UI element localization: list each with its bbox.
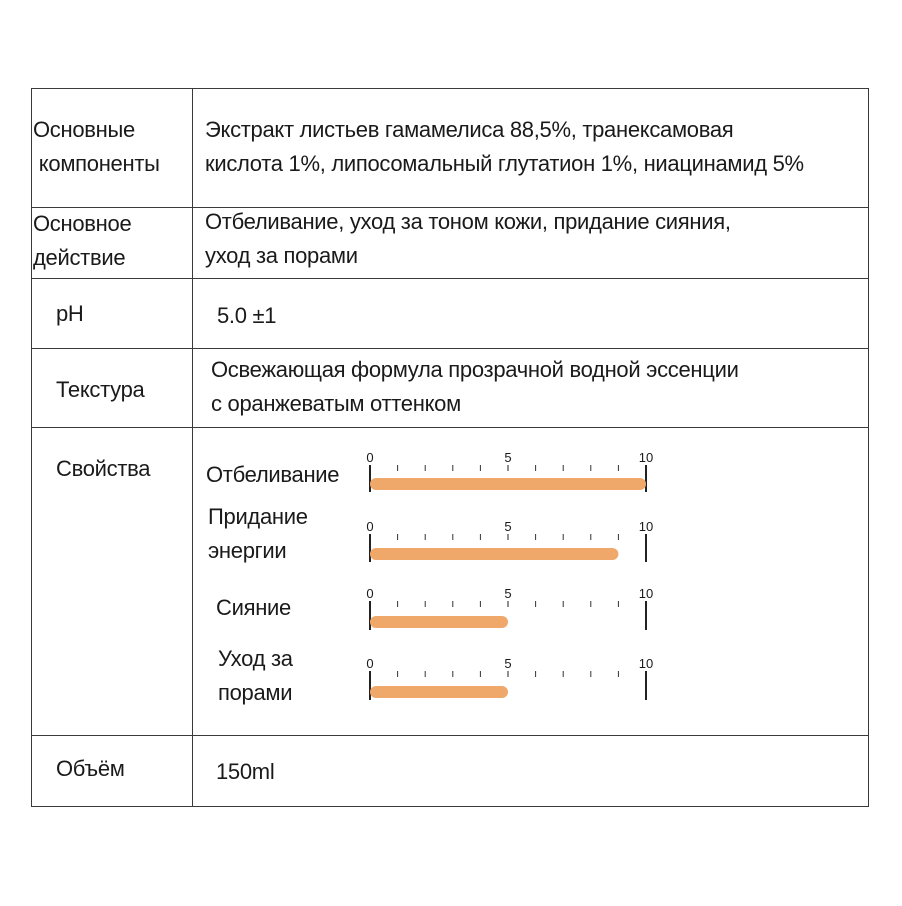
label-line: Основное: [33, 211, 132, 236]
action-label: [33, 207, 131, 275]
column-divider: [192, 89, 193, 806]
property-label: [208, 500, 308, 568]
tick-label: 10: [638, 586, 654, 601]
row-divider: [32, 348, 868, 349]
tick-label: 10: [638, 656, 654, 671]
components-label: [33, 113, 160, 181]
label-line: компоненты: [33, 151, 160, 176]
tick-label: 0: [366, 656, 374, 671]
properties-label: Свойства: [56, 456, 151, 481]
property-label-line: Уход за: [218, 646, 293, 671]
volume-label: Объём: [56, 756, 125, 781]
texture-value: [211, 353, 739, 421]
ph-label: pH: [56, 301, 84, 326]
tick-label: 10: [638, 450, 654, 465]
label-line: Основные: [33, 117, 135, 142]
tick-label: 5: [504, 450, 512, 465]
row-divider: [32, 427, 868, 428]
property-label: [216, 591, 291, 625]
property-label: [218, 642, 293, 710]
tick-label: 5: [504, 586, 512, 601]
value-line: кислота 1%, липосомальный глутатион 1%, ниацинамид 5%: [205, 151, 804, 176]
value-line: уход за порами: [205, 243, 358, 268]
value-line: Отбеливание, уход за тоном кожи, придание сияния,: [205, 209, 731, 234]
tick-label: 10: [638, 519, 654, 534]
tick-label: 5: [504, 519, 512, 534]
spec-table: [31, 88, 869, 807]
row-divider: [32, 278, 868, 279]
property-label: [206, 458, 339, 492]
ph-value: 5.0 ±1: [217, 303, 277, 328]
tick-label: 0: [366, 519, 374, 534]
volume-value: 150ml: [216, 759, 275, 784]
value-line: Освежающая формула прозрачной водной эссенции: [211, 357, 739, 382]
value-line: с оранжеватым оттенком: [211, 391, 461, 416]
tick-label: 0: [366, 450, 374, 465]
texture-label: Текстура: [56, 377, 145, 402]
value-line: Экстракт листьев гамамелиса 88,5%, транексамовая: [205, 117, 734, 142]
property-label-line: энергии: [208, 538, 287, 563]
tick-label: 5: [504, 656, 512, 671]
property-label-line: порами: [218, 680, 293, 705]
row-divider: [32, 735, 868, 736]
property-label-line: Отбеливание: [206, 462, 340, 487]
components-value: [205, 113, 804, 181]
label-line: действие: [33, 245, 126, 270]
property-label-line: Придание: [208, 504, 308, 529]
tick-label: 0: [366, 586, 374, 601]
action-value: [205, 205, 731, 273]
property-label-line: Сияние: [216, 595, 291, 620]
